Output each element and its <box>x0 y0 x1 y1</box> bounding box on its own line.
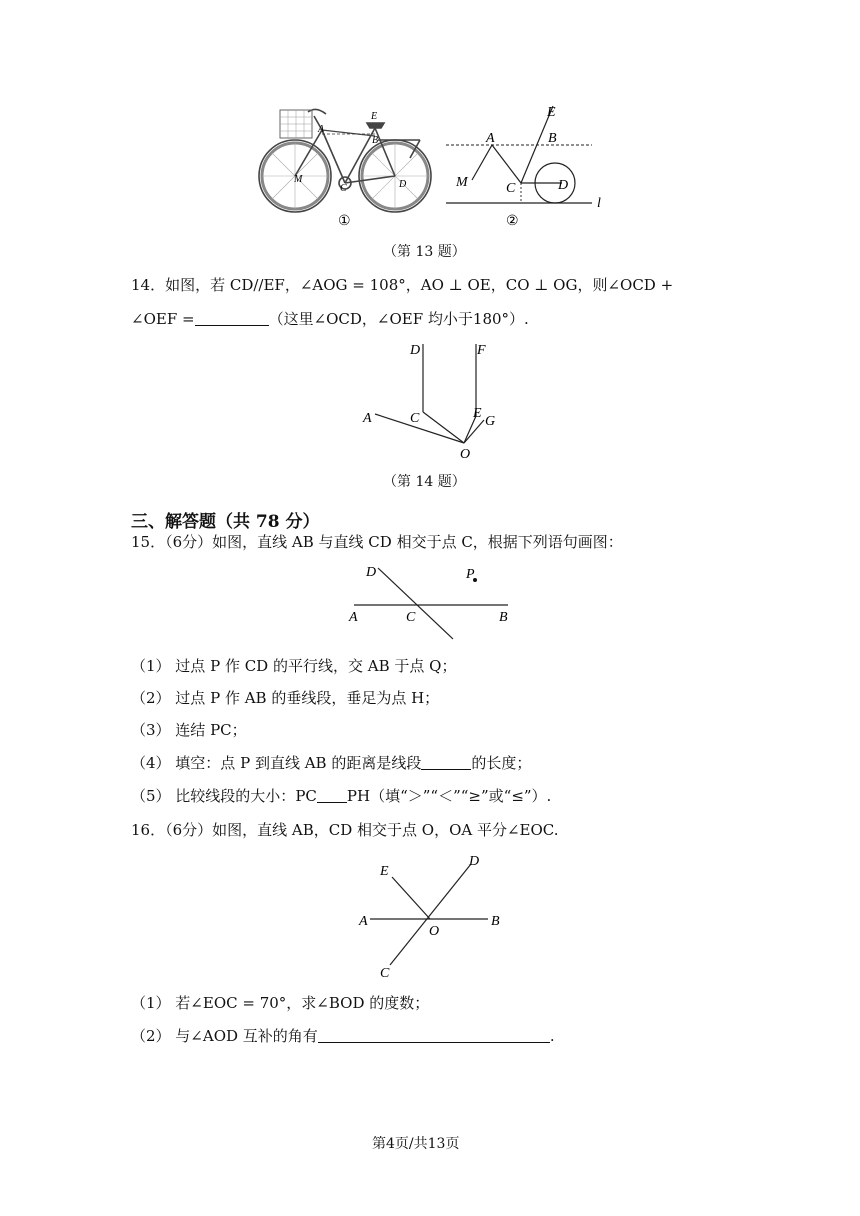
q14-line2-start: ∠OEF = <box>131 310 195 328</box>
q14-caption: （第 14 题） <box>383 474 466 490</box>
q15-label-P: P <box>466 567 475 582</box>
q16-label-E: E <box>380 864 389 879</box>
q16-item2-blank[interactable] <box>318 1027 550 1043</box>
fig1-label: ① <box>338 214 351 229</box>
q14-label-E: E <box>473 406 482 421</box>
q15-label-D: D <box>366 565 377 580</box>
q16-label-A: A <box>359 914 368 929</box>
q14-label-A: A <box>363 411 372 426</box>
q14-label-D: D <box>410 343 421 358</box>
bicycle-geometry-diagram <box>446 106 592 203</box>
diagram-label-A: A <box>486 131 495 146</box>
q15-label-C: C <box>406 610 416 625</box>
q14-line2-end: （这里∠OCD，∠OEF 均小于180°）. <box>268 310 529 328</box>
q15-item1: （1） 过点 P 作 CD 的平行线，交 AB 于点 Q； <box>131 657 457 675</box>
q15-label-A: A <box>349 610 358 625</box>
q16-item1: （1） 若∠EOC = 70°，求∠BOD 的度数； <box>131 994 430 1012</box>
q16-item2 <box>131 1026 555 1046</box>
q15-label-B: B <box>499 610 508 625</box>
diagram-label-M: M <box>456 175 468 190</box>
q15-figure <box>340 558 530 648</box>
q16-item2-start: （2） 与∠AOD 互补的角有 <box>131 1027 318 1045</box>
section-3-title: 三、解答题（共 78 分） <box>131 512 320 532</box>
q16-label-B: B <box>491 914 500 929</box>
q13-caption: （第 13 题） <box>383 244 466 260</box>
q15-item3: （3） 连结 PC； <box>131 721 247 739</box>
q14-label-O: O <box>460 447 471 462</box>
q14-line2 <box>131 309 529 329</box>
page-number: 第4页/共13页 <box>372 1136 460 1152</box>
q14-figure <box>360 336 510 466</box>
q15-item5-blank[interactable] <box>317 787 347 803</box>
q15-item4-blank[interactable] <box>421 754 471 770</box>
q16-label-C: C <box>380 966 390 981</box>
photo-label-B: B <box>372 135 379 146</box>
diagram-label-B: B <box>548 131 557 146</box>
q16-item2-end: . <box>549 1027 555 1045</box>
diagram-label-C: C <box>506 181 516 196</box>
photo-label-M: M <box>294 174 303 185</box>
q14-label-C: C <box>410 411 420 426</box>
q14-label-F: F <box>477 343 486 358</box>
q15-item5 <box>131 786 551 806</box>
photo-label-C: C <box>340 183 347 194</box>
diagram-label-l: l <box>597 196 601 211</box>
photo-label-E: E <box>371 111 378 122</box>
q14-label-G: G <box>485 414 496 429</box>
q16-label-O: O <box>429 924 440 939</box>
q15-item4-start: （4） 填空：点 P 到直线 AB 的距离是线段 <box>131 754 422 772</box>
q15-item5-start: （5） 比较线段的大小：PC <box>131 787 317 805</box>
q15-item4-end: 的长度； <box>471 754 532 772</box>
bicycle-illustration <box>259 109 431 212</box>
q16-label-D: D <box>469 854 480 869</box>
photo-label-A: A <box>318 124 325 135</box>
q14-line1: 14．如图，若 CD//EF，∠AOG = 108°，AO ⊥ OE，CO ⊥ OG，则∠OCD + <box>131 276 674 294</box>
diagram-label-E: E <box>547 105 556 120</box>
q13-figure <box>250 98 620 233</box>
photo-label-D: D <box>399 179 407 190</box>
fig2-label: ② <box>506 214 519 229</box>
q14-answer-blank[interactable] <box>195 310 269 326</box>
diagram-label-D: D <box>558 178 569 193</box>
q15-stem: 15．（6分）如图，直线 AB 与直线 CD 相交于点 C，根据下列语句画图： <box>131 533 623 551</box>
q15-item5-end: PH（填“＞”“＜”“≥”或“≤”）. <box>346 787 552 805</box>
q16-figure <box>350 848 510 983</box>
q15-item2: （2） 过点 P 作 AB 的垂线段，垂足为点 H； <box>131 689 440 707</box>
q15-item4 <box>131 753 531 773</box>
q16-stem: 16．（6分）如图，直线 AB，CD 相交于点 O，OA 平分∠EOC. <box>131 821 559 839</box>
